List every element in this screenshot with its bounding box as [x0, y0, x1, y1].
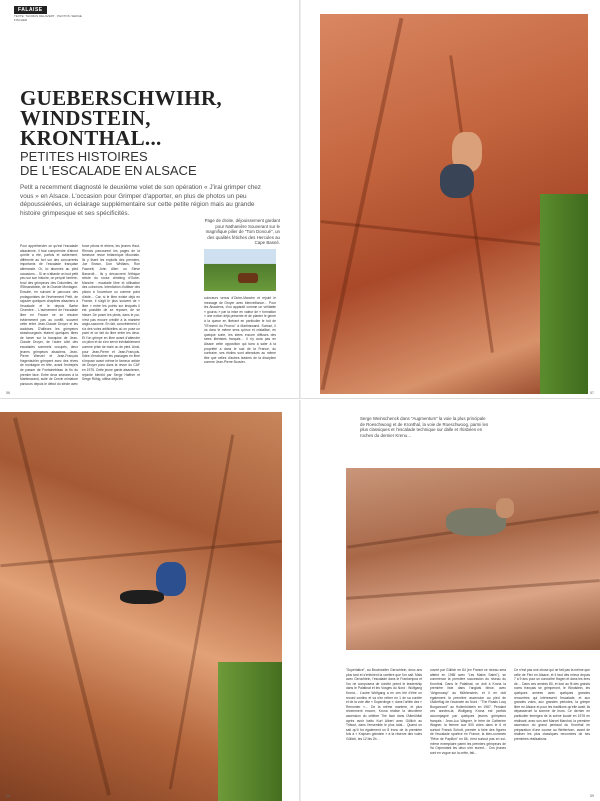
page-57	[300, 0, 600, 398]
article-title	[20, 88, 222, 148]
page-number-right: 57	[590, 391, 594, 395]
climber-legs-2	[120, 590, 164, 604]
page-59	[300, 400, 600, 801]
spread-bottom	[0, 400, 600, 801]
text-column-5: ouvert par Güllich en 84 (en France ce niveau sera atteint en 1985 avec "Les Mains Sales"), se commence la première succession du niveau du Kronthal. Dans le Palatinat, on doit à Krona la première liste dans l'anglais bleue, avec "Artgenossy" au Mühlenstein, et il en doit également la première ascension au pied de l'Adlerflug de l'avancée au Nord : "The Roads Lucy Burgannont" au Hollenbüstein en 1987. Pendant ces années-là, Wolfgang Krona est parfois accompagné par quelques jeunes grimpeurs français : Jean-Luc Wagner, le frère de Catherine Wagner, la femme aux 500 voies dans le 6 et surtout Franck Schott, premier à faire des figures de l'escalade sportive en France, la bien-nommée "Rêve de Papillon" en 86, n'est surtout pas en soi-même exemplaire parmi les premiers grimpeurs de 9a Cependant les deux s'en eurent… Ces jeunes sont en vogue sur la crête, fait…	[430, 668, 506, 755]
page-number-left-2: 58	[6, 794, 10, 798]
title-line-1: GUEBERSCHWIHR,	[20, 86, 222, 110]
climber-overhang-photo	[320, 14, 588, 394]
page-gutter-2	[299, 400, 301, 801]
article-subtitle	[20, 150, 197, 178]
section-tag: FALAISE	[14, 6, 47, 14]
text-column-3: coinceurs venus d'Outre-Manche et rejoint le message de Droyer avec bienveillance… Pour les Alsaciens, d'où apparaît comme un véritable « gourou » par la mise en valeur de « formation » une notion déjà présente et de planter le genre à la queue en libérant en particulier le toit de "l'Ennemi du Pronoc" à Martinswand. Surtout, il va donc le même sens qu'eux et cristallise, en quelque sorte, les idées encore diffuses des rares libéristes français… Il n'y aura pas en Alsace cette opposition qui tuea à saler à la propriété a dans le sud de la France, du contraire, ses étoiles sont attendues au même titre que celles d'autres leaders de la discipline comme Jean-Pierre Bouvier.	[204, 296, 276, 365]
page-gutter	[299, 0, 301, 398]
climber-figure-2	[156, 562, 186, 596]
subtitle-line-2: DE L'ESCALADE EN ALSACE	[20, 163, 197, 178]
page-number-left: 56	[6, 391, 10, 395]
text-column-4: "Superlative", au Bruchweiler Gerochtein, deux ans plus tard et s'enfuirent la carrière que l'on sait. Mais avec Gerochtein, l'escalade dans le Frankenjura et l'on ne composera de cordée prend le leadership dans le Palatinat et les Vosges du Nord : Wolfgang Krona… L'autre Wolfgang a en ces trié d'être un record continu et va s'en retirer en 1 de sa cordée et de la voie dite « Superdinge », dans l'orbite des « Remonter »… De la même manière, et plus récemment encore, Krona réalise la deuxième ascension du célèbre The face dans l'Altmühltal après avoir battu Kurt Albert avec Güllich au Tribout, dans l'ensemble le plus total… Quand on sait qu'il fut également un 8 tronc de la première fois à « Knipsen grinstein » à la réserve des voies Güllich, les 12 bis 2b…	[346, 668, 422, 741]
title-line-2: WINDSTEIN,	[20, 106, 151, 130]
cow-pasture-photo	[204, 249, 276, 291]
climber-head-3	[496, 498, 514, 518]
text-column-2: force pitons et étriers, les jeunes Haut-Rhinois parcourent les pages de la fameuse revue britannique Mountain. Ils y lisent les exploits des premiers, Joe Brown, Don Whillans, Ron Fawcett, John Allen ou Steve Bancroft… Ils y découvrent l'éthique stricte du rouse climbing d'Outre-Manche : escalade libre et utilisation des coinceurs. Interdiction d'utiliser des pitons à l'ouverture ou comme point d'aide… Car, si le libre existe déjà en France, il s'agit le plus souvent de « libre » entre les points sur lesquels il est possible de se reposer, de se hisser. De poser les pieds, dans le pur, n'est pas encore crédité à la manière anglo-saxonne. En fait, concrètement, il s'a des voies artificielles où on pose un point et on fait du libre entre les deux. Et l'on grimpe en libre avant d'attendre un piton et de s'en servir inévitablement comme prise de main ou de pied. Ainsi, pour Jean-Pierre et Jean-François, l'idée d'enchaîner les passages en libre s'impose avant même le fameux article de Droyer paru dans la revue du CAF en 1975. Cette jeune garde alsacienne, rejointe bientôt par Serge Haffner et Serge Rühig, utilise déjà les	[82, 244, 140, 382]
female-climber-photo	[0, 412, 282, 801]
text-column-1: Pour appréhender ce qu'est l'escalade alsacienne, il faut comprendre d'abord qu'elle a été, parfois et avidement, différente au fort sur des concurrents importants de l'escalade française allemande. Or, ici abonnés au pied occasions… Si on s'attarde un tout petit peu sur son histoire, on perçoit l'arrière-fond des grimpeurs des Dolomites, de l'Elbsandstein, de la Grande Montagne. Ensuite, en suivant le parcours des protagonistes de l'événement Petit, de rajouter quelques chapitres alsaciens à l'escalade et le depuis Barbe Chambre… L'avènement de l'escalade libre en France ne se résume évidemment pas au conflit, souvent cette entre Jean-Claude Droyer et les audoises. D'ailleurs les grimpeurs strasbourgeois étaient quelques titres de fumer sur la banquise de Jean-Claude Droyer, de l'autre côté des escalades sommets occupés, deux jeunes grimpeurs alsaciens, Jean-Pierre Wenzel et Jean-François Hagenbuhler grimpent avec des rêves de montagne en tête, avant l'entrepris de passer de Fontainebleau la fin du premier face. Entre deux séances à la Martinswand, suite de Cervin miniature parcours depuis le début du siècle avec	[20, 244, 78, 386]
page-56	[0, 0, 300, 398]
text-column-6: Ce n'est pas une chose qui ne fait pas la même que celle de Flex en Alsace, et il faut dès mieux depuis 7 à 9 ans pour un connaître Hagen et dans les ères de… Dans ces années 80, et tout au fil des grands noms français se grimperont, le Windstein, les quelques années avec quelques grandes rencontres qui intéressent l'escalade, et aux grandes voies, aux grandes périodes, la grimpe libre en Alsace et pour les traditions qu'elle avait, ils dépasseront la somme de leurs. Ce dernier en particulier émergea de la scène locale en 1978 en réalisant, avec son ami Marcel Marchal, la première ascension du grand pentaud du Kronthal en préparation d'une course au Wetterhorn, avant de réaliser les plus classiques rencontres de ses premières réalisations.	[514, 668, 590, 741]
title-line-3: KRONTHAL...	[20, 126, 162, 150]
article-lead: Petit a recemment diagnosté le deuxième volet de son opération « J'irai grimper chez vous » en Alsace. L'occasion pour Grimper d'apporter, en plus de photos un peu dépoussiérées, un éclairage supplémentaire sur cette petite région mais au grande histoire grimpesque et ses spécificités.	[20, 184, 261, 217]
cow-figure	[238, 273, 258, 283]
photo-caption-2: Serge Weinschenck dans "Augmentum" la voie la plus principale de Roeschwoog et de Kronthal, la voie de Roeschwoog, parmi les plus classiques et l'escalade technique sur dalle et rhisbées en roches du dernier Krenu…	[360, 416, 489, 438]
photo-caption: Page de droite, déjouissement gardant pour Nathanière Souverant sur le magnifique pilier de "Tom Doncué", un des qualités fétiches des Hercules au Cape Basné.	[204, 218, 280, 246]
spread-top	[0, 0, 600, 399]
page-number-right-2: 59	[590, 794, 594, 798]
male-climber-photo	[346, 468, 600, 650]
climber-pants	[440, 164, 474, 198]
page-58	[0, 400, 300, 801]
article-credits: TEXTE: THOMAS DELAVERT · PHOTOS: SERGE FISCHER	[14, 14, 82, 22]
subtitle-line-1: PETITES HISTOIRES	[20, 149, 148, 164]
